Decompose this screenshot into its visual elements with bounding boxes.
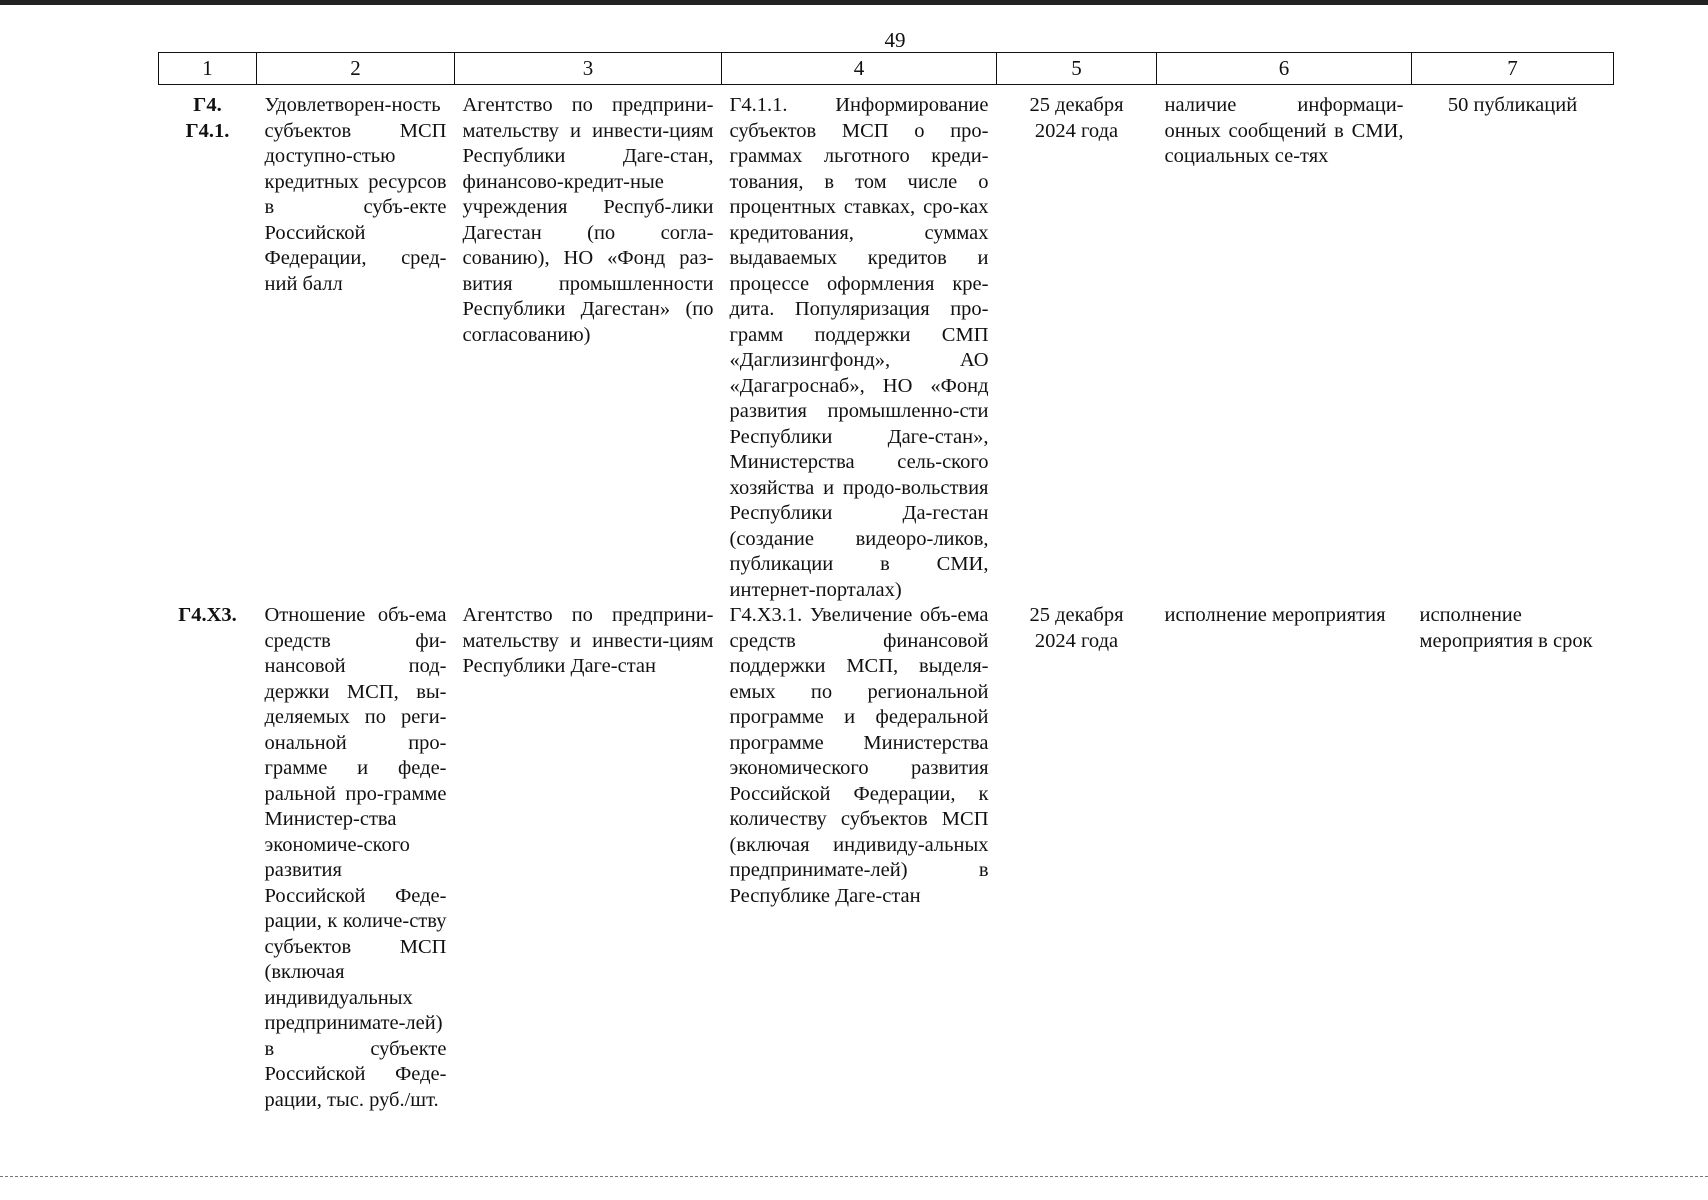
- row-code-cell: [159, 603, 257, 1113]
- deadline-line: 25 декабря: [1029, 94, 1124, 116]
- indicator-cell: Удовлетворен-ность субъектов МСП доступно-стью кредитных ресурсов в субъ-екте Российской Федерации, сред-ний балл: [264, 94, 447, 295]
- value-cell: 50 публикаций: [1447, 94, 1578, 116]
- deadline-line: 2024 года: [1034, 629, 1119, 652]
- scan-bottom-rule: [0, 1176, 1708, 1177]
- column-header: 2: [257, 53, 455, 85]
- column-header: 4: [722, 53, 997, 85]
- scan-top-edge: [0, 0, 1708, 5]
- column-header: 1: [159, 53, 257, 85]
- page-number: 49: [884, 28, 906, 52]
- table-header-row: [159, 53, 1614, 85]
- deadline-cell: [997, 603, 1157, 1113]
- column-header: 7: [1412, 53, 1614, 85]
- table-row: [159, 85, 1614, 604]
- column-header: 6: [1157, 53, 1412, 85]
- measure-cell: Г4.Х3.1. Увеличение объ-ема средств финансовой поддержки МСП, выделя-емых по региональной программе и федеральной программе Министерства экономического развития Российской Федерации, к количеству субъектов МСП (включая индивиду-альных предпринимате-лей) в Республике Даге-стан: [729, 604, 989, 907]
- indicator-cell: Отношение объ-ема средств фи-нансовой под-держки МСП, вы-деляемых по реги-ональной про-грамме и феде-ральной про-грамме Министер-ства экономиче-ского развития Российской Феде-рации, к количе-ству субъектов МСП (включая индивидуальных предпринимате-лей) в субъекте Российской Феде-рации, тыс. руб./шт.: [264, 604, 447, 1111]
- row-code-cell: [159, 85, 257, 604]
- row-code: Г4.1.: [185, 119, 230, 142]
- responsible-cell: Агентство по предприни-мательству и инвести-циям Республики Даге-стан: [462, 604, 714, 677]
- result-cell: исполнение мероприятия: [1164, 604, 1386, 626]
- column-header: 5: [997, 53, 1157, 85]
- deadline-cell: [997, 85, 1157, 604]
- row-code: Г4.Х3.: [178, 604, 237, 626]
- measure-cell: Г4.1.1. Информирование субъектов МСП о про-граммах льготного креди-тования, в том числе о процентных ставках, сро-ках кредитования, суммах выдаваемых кредитов и процессе оформления кре-дита. Популяризация про-грамм поддержки СМП «Даглизингфонд», АО «Дагагроснаб», НО «Фонд развития промышленно-сти Республики Даге-стан», Министерства сель-ского хозяйства и продо-вольствия Республики Да-гестан (создание видеоро-ликов, публикации в СМИ, интернет-порталах): [729, 94, 989, 601]
- value-cell: исполнение мероприятия в срок: [1419, 604, 1593, 652]
- table-row: [159, 603, 1614, 1113]
- responsible-cell: Агентство по предприни-мательству и инвести-циям Республики Даге-стан, финансово-кредит-ные учреждения Респуб-лики Дагестан (по согла-сованию), НО «Фонд раз-вития промышленности Республики Дагестан» (по согласованию): [462, 94, 714, 346]
- deadline-line: 2024 года: [1034, 119, 1119, 142]
- column-header: 3: [455, 53, 722, 85]
- row-code: Г4.: [193, 94, 222, 116]
- measures-table: [158, 52, 1614, 1113]
- deadline-line: 25 декабря: [1029, 604, 1124, 626]
- result-cell: наличие информаци-онных сообщений в СМИ, социальных се-тях: [1164, 94, 1404, 167]
